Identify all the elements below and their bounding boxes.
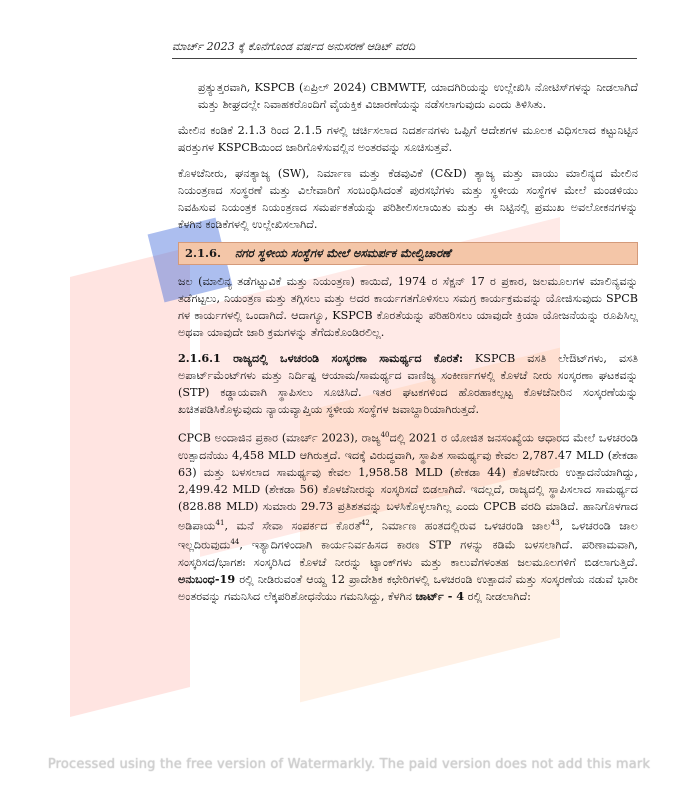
paragraph-text: ರಲ್ಲಿ ನೀಡಲಾಗಿದೆ: — [464, 590, 531, 604]
section-heading — [178, 242, 638, 265]
paragraph-text: , ಮನೆ ಸೇವಾ ಸಂಪರ್ಕದ ಕೊರತೆ — [224, 519, 361, 533]
paragraph-summary: ಮೇಲಿನ ಕಂಡಿಕೆ 2.1.3 ರಿಂದ 2.1.5 ಗಳಲ್ಲಿ ಚರ್ಚಿಸಲಾದ ನಿದರ್ಶನಗಳು ಒಪ್ಪಿಗೆ ಆದೇಶಗಳ ಮೂಲಕ ವಿಧಿಸಲಾದ ಕಟ್ಟುನಿಟ್ಟಿನ ಷರತ್ತುಗಳ KSPCBಯಿಂದ ಜಾರಿಗೊಳಿಸುವಲ್ಲಿನ ಅಂತರವನ್ನು ಸೂಚಿಸುತ್ತವೆ. — [178, 124, 638, 154]
watermark-caption: Processed using the free version of Watermarkly. The paid version does not add this mark — [47, 757, 651, 772]
section-title: ನಗರ ಸ್ಥಳೀಯ ಸಂಸ್ಥೆಗಳ ಮೇಲೆ ಅಸಮರ್ಪಕ ಮೇಲ್ವಿಚಾರಣೆ — [235, 246, 451, 260]
paragraph-cpcb-estimate — [178, 427, 638, 605]
chart-reference: ಚಾರ್ಟ್ - 4 — [415, 589, 465, 604]
footnote-ref[interactable]: 40 — [380, 431, 390, 439]
paragraph-text: , ಇತ್ಯಾದಿಗಳಿಂದಾಗಿ ಕಾರ್ಯನಿರ್ವಹಿಸದ ಕಾರಣ STP ಗಳನ್ನು ಕಡಿಮೆ ಬಳಸಲಾಗಿದೆ. ಪರಿಣಾಮವಾಗಿ, ಸಂಸ್ಕರಿಸದ/ಭಾಗಶಃ ಸಂಸ್ಕರಿಸಿದ ಕೊಳಚೆ ನೀರನ್ನು ಟ್ಯಾಂಕ್‌ಗಳು ಮತ್ತು ಕಾಲುವೆಗಳಂತಹ ಜಲಮೂಲಗಳಿಗೆ ಬಿಡಲಾಗುತ್ತಿದೆ. — [178, 539, 638, 570]
paragraph-text: , ನಿರ್ಮಾಣ ಹಂತದಲ್ಲಿರುವ ಒಳಚರಂಡಿ ಜಾಲ — [369, 519, 551, 533]
footnote-ref[interactable]: 43 — [550, 518, 560, 527]
paragraph-text: , ಒಳಚರಂಡಿ ಜಾಲ ಇಲ್ಲದಿರುವುದು — [178, 519, 639, 553]
document-body — [178, 79, 638, 614]
footnote-ref[interactable]: 41 — [215, 518, 225, 527]
paragraph-text: ರಲ್ಲಿ ನೀಡಿರುವಂತೆ ಆಯ್ದ 12 ಪ್ರಾದೇಶಿಕ ಕಛೇರಿಗಳಲ್ಲಿ ಒಳಚರಂಡಿ ಉತ್ಪಾದನೆ ಮತ್ತು ಸಂಸ್ಕರಣೆಯ ನಡುವೆ ಭಾರೀ ಅಂತರವನ್ನು ಗಮನಿಸಿದ ಲೆಕ್ಕಪರಿಶೋಧನೆಯು ಗಮನಿಸಿದ್ದು, ಕೆಳಗಿನ — [178, 573, 638, 604]
paragraph-scope: ಕೊಳಚೆನೀರು, ಘನತ್ಯಾಜ್ಯ (SW), ನಿರ್ಮಾಣ ಮತ್ತು ಕೆಡವುವಿಕೆ (C&D) ತ್ಯಾಜ್ಯ ಮತ್ತು ವಾಯು ಮಾಲಿನ್ಯದ ಮೇಲಿನ ನಿಯಂತ್ರಣದ ಸಂಸ್ಥರಣೆ ಮತ್ತು ವಿಲೇವಾರಿಗೆ ಸಂಬಂಧಿಸಿದಂತೆ ಪುರಸಭೆಗಳು ಮತ್ತು ಸ್ಥಳೀಯ ಸಂಸ್ಥೆಗಳ ಮೇಲೆ ಮಂಡಳಿಯು ನಿವಹಿಸುವ ನಿಯಂತ್ರಕ ನಿಯಂತ್ರಣದ ಸಮರ್ಪಕತೆಯನ್ನು ಪರಿಶೀಲಿಸಲಾಯಿತು ಮತ್ತು ಈ ನಿಟ್ಟಿನಲ್ಲಿ ಪ್ರಮುಖ ಅವಲೋಕನಗಳನ್ನು ಕೆಳಗಿನ ಕಂಡಿಕೆಗಳಲ್ಲಿ ಉಲ್ಲೇಖಿಸಲಾಗಿದೆ. — [178, 167, 638, 231]
paragraph-reply: ಪ್ರತ್ಯುತ್ತರವಾಗಿ, KSPCB (ಏಪ್ರಿಲ್ 2024) CBMWTF, ಯಾದಗಿರಿಯನ್ನು ಉಲ್ಲೇಖಿಸಿ ನೋಟಿಸ್‌ಗಳನ್ನು ನೀಡಲಾಗಿದೆ ಮತ್ತು ಶೀಘ್ರದಲ್ಲೇ ನಿವಾಹಕರೊಂದಿಗೆ ವೈಯಕ್ತಿಕ ವಿಚಾರಣೆಯನ್ನು ನಡೆಸಲಾಗುವುದು ಎಂದು ತಿಳಿಸಿತು. — [198, 81, 638, 111]
watermark-shape — [70, 247, 190, 717]
appendix-reference: ಅನುಬಂಧ-19 — [178, 572, 236, 587]
running-header: ಮಾರ್ಚ್ 2023 ಕ್ಕೆ ಕೊನೆಗೊಂಡ ವರ್ಷದ ಅನುಸರಣೆ ಆಡಿಟ್ ವರದಿ — [172, 40, 637, 59]
footnote-ref[interactable]: 42 — [360, 518, 370, 527]
paragraph-text: ದಲ್ಲಿ 2021 ರ ಯೋಜಿತ ಜನಸಂಖ್ಯೆಯ ಆಧಾರದ ಮೇಲೆ ಒಳಚರಂಡಿ ಉತ್ಪಾದನೆಯು 4,458 MLD ಆಗಿರುತ್ತದೆ. ಇದಕ್ಕೆ ವಿರುದ್ಧವಾಗಿ, ಸ್ಥಾಪಿತ ಸಾಮರ್ಥ್ಯವು ಕೇವಲ 2,787.47 MLD (ಶೇಕಡಾ 63) ಮತ್ತು ಬಳಸಲಾದ ಸಾಮರ್ಥ್ಯವು ಕೇವಲ 1,958.58 MLD (ಶೇಕಡಾ 44) ಕೊಳಚೆನೀರು ಉತ್ಪಾದನೆಯಾಗಿದ್ದು, 2,499.42 MLD (ಶೇಕಡಾ 56) ಕೊಳಚೆನೀರನ್ನು ಸಂಸ್ಕರಿಸದೆ ಬಿಡಲಾಗಿದೆ. ಇದಲ್ಲದೆ, ರಾಜ್ಯದಲ್ಲಿ ಸ್ಥಾಪಿಸಲಾದ ಸಾಮರ್ಥ್ಯದ (828.88 MLD) ಸುಮಾರು 29.73 ಪ್ರತಿಶತವನ್ನು ಬಳಸಿಕೊಳ್ಳಲಾಗಿಲ್ಲ ಎಂದು CPCB ವರದಿ ಮಾಡಿದೆ. ಹಾನಿಗೊಳಗಾದ ಅಡಿಪಾಯ — [178, 431, 638, 533]
subsection-heading: 2.1.6.1 ರಾಜ್ಯದಲ್ಲಿ ಒಳಚರಂಡಿ ಸಂಸ್ಕರಣಾ ಸಾಮರ್ಥ್ಯದ ಕೊರತೆ: — [178, 351, 463, 365]
paragraph-text: KSPCB ವಸತಿ ಲೇಔಟ್‌ಗಳು, ವಸತಿ ಅಪಾರ್ಟ್‌ಮೆಂಟ್‌ಗಳು ಮತ್ತು ನಿರ್ದಿಷ್ಟ ಆಯಾಮ/ಸಾಮರ್ಥ್ಯದ ವಾಣಿಜ್ಯ ಸಂಕೀರ್ಣಗಳಲ್ಲಿ ಕೊಳಚೆ ನೀರು ಸಂಸ್ಕರಣಾ ಘಟಕವನ್ನು (STP) ಕಡ್ಡಾಯವಾಗಿ ಸ್ಥಾಪಿಸಲು ಸೂಚಿಸಿದೆ. ಇತರ ಘಟಕಗಳಿಂದ ಹೊರಹಾಕಲ್ಪಟ್ಟ ಕೊಳಚೆನೀರಿನ ಸಂಸ್ಕರಣೆಯನ್ನು ಖಚಿತಪಡಿಸಿಕೊಳ್ಳುವುದು ನ್ಯಾಯವ್ಯಾಪ್ತಿಯ ಸ್ಥಳೀಯ ಸಂಸ್ಥೆಗಳ ಜವಾಬ್ದಾರಿಯಾಗಿರುತ್ತದೆ. — [178, 352, 638, 416]
paragraph-water-act: ಜಲ (ಮಾಲಿನ್ಯ ತಡೆಗಟ್ಟುವಿಕೆ ಮತ್ತು ನಿಯಂತ್ರಣ) ಕಾಯಿದೆ, 1974 ರ ಸೆಕ್ಷನ್ 17 ರ ಪ್ರಕಾರ, ಜಲಮೂಲಗಳ ಮಾಲಿನ್ಯವನ್ನು ತಡೆಗಟ್ಟಲು, ನಿಯಂತ್ರಣ ಮತ್ತು ತಗ್ಗಿಸಲು ಮತ್ತು ಅದರ ಕಾರ್ಯಗತಗೊಳಿಸಲು ಸಮಗ್ರ ಕಾರ್ಯಕ್ರಮವನ್ನು ಯೋಜಿಸುವುದು SPCB ಗಳ ಕಾರ್ಯಗಳಲ್ಲಿ ಒಂದಾಗಿದೆ. ಆದಾಗ್ಯೂ, KSPCB ಕೊರತೆಯನ್ನು ಪರಿಹರಿಸಲು ಯಾವುದೇ ಕ್ರಿಯಾ ಯೋಜನೆಯನ್ನು ರೂಪಿಸಿಲ್ಲ ಅಥವಾ ಯಾವುದೇ ಜಾರಿ ಕ್ರಮಗಳನ್ನು ತೆಗೆದುಕೊಂಡಿರಲಿಲ್ಲ. — [178, 275, 638, 339]
paragraph-text: CPCB ಅಂದಾಜಿನ ಪ್ರಕಾರ (ಮಾರ್ಚ್ 2023), ರಾಜ್ಯ — [178, 431, 381, 445]
footnote-ref[interactable]: 44 — [230, 538, 240, 547]
section-number: 2.1.6. — [185, 246, 222, 260]
paragraph-sewage-capacity — [178, 350, 638, 418]
